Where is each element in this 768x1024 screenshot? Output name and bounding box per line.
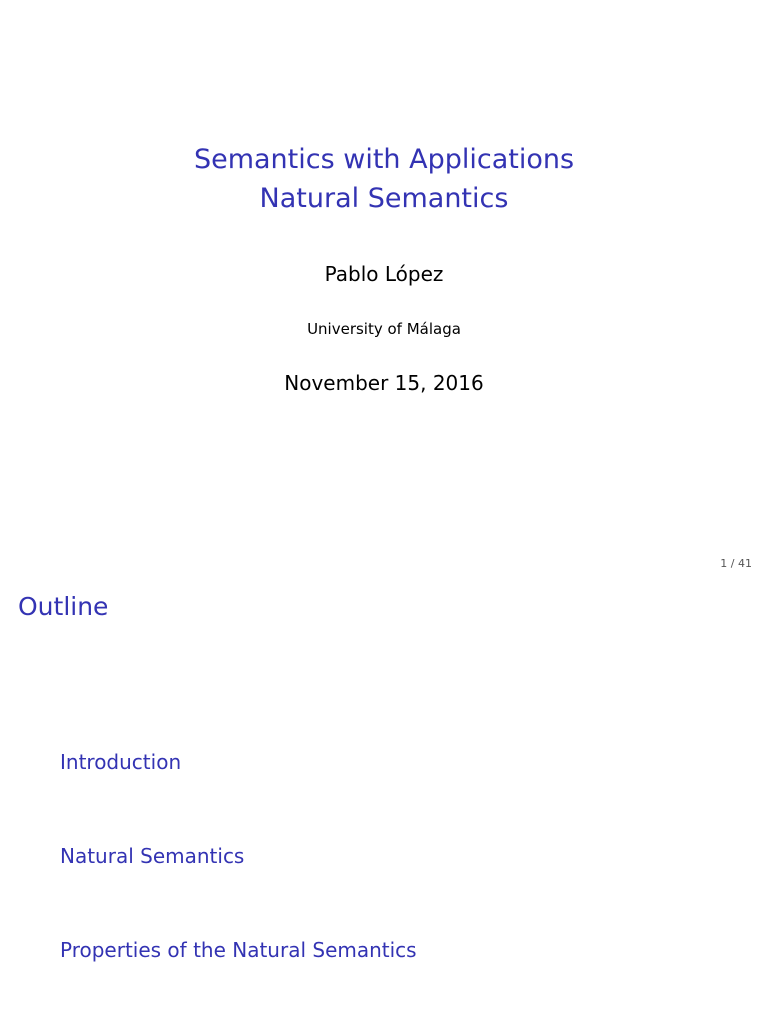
institute-name: University of Málaga (307, 320, 461, 338)
frame-title: Outline (18, 592, 109, 621)
presentation-title (0, 140, 768, 218)
outline-item-properties[interactable]: Properties of the Natural Semantics (60, 938, 417, 962)
presentation-date: November 15, 2016 (284, 371, 484, 395)
author-name: Pablo López (324, 262, 444, 286)
outline-slide (0, 576, 768, 1024)
page-number: 1 / 41 (720, 557, 752, 570)
title-line-1: Semantics with Applications (193, 144, 575, 175)
outline-item-introduction[interactable]: Introduction (60, 750, 182, 774)
outline-item-natural-semantics[interactable]: Natural Semantics (60, 844, 245, 868)
title-line-2: Natural Semantics (259, 183, 509, 214)
